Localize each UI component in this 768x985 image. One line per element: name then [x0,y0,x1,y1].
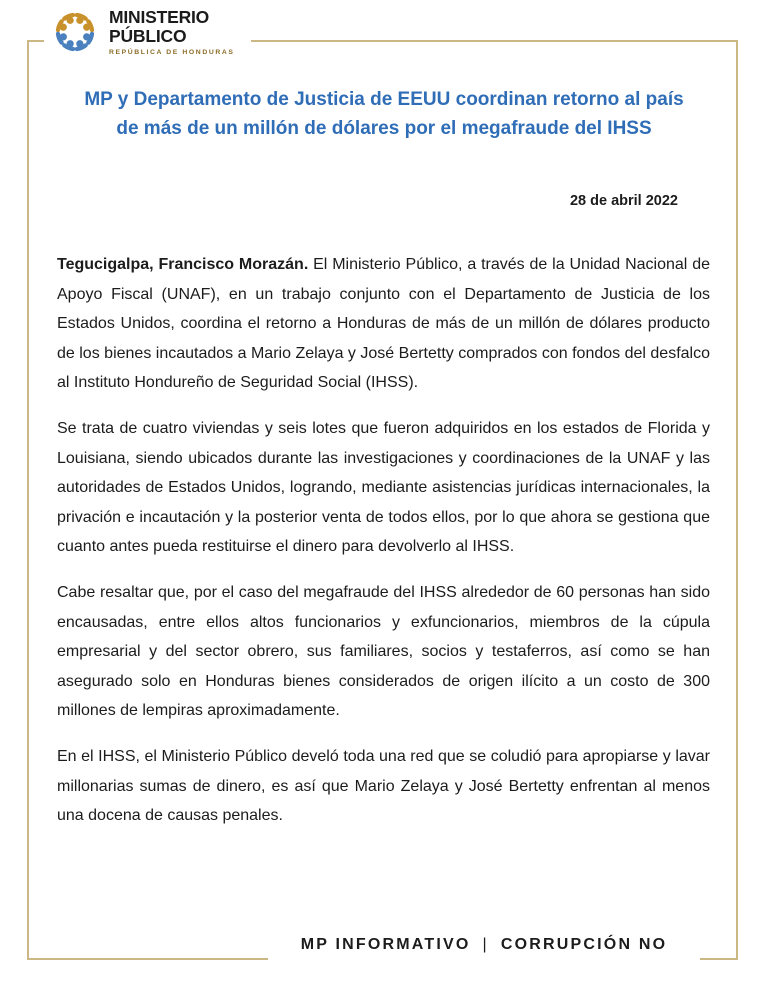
dateline: 28 de abril 2022 [569,193,678,209]
footer-right-label: CORRUPCIÓN NO [500,936,668,953]
paragraph-1-text: El Ministerio Público, a través de la Unidad Nacional de Apoyo Fiscal (UNAF), en un trabajo conjunto con el Departamento de Justicia de los Estados Unidos, coordina el retorno a Honduras de más de un millón de dólares producto de los bienes incautados a Mario Zelaya y José Bertetty comprados con fondos del desfalco al Instituto Hondureño de Seguridad Social (IHSS). [57,256,710,392]
footer-separator: | [482,936,489,953]
paragraph-2: Se trata de cuatro viviendas y seis lotes que fueron adquiridos en los estados de Florida y Louisiana, siendo ubicados durante las investigaciones y coordinaciones de la UNAF y las autoridades de Estados Unidos, logrando, mediante asistencias jurídicas internacionales, la privación e incautación y la posterior venta de todos ellos, por lo que ahora se gestiona que cuanto antes pueda restituirse el dinero para devolverlo al IHSS. [57,419,710,556]
paragraph-4: En el IHSS, el Ministerio Público develó toda una red que se coludió para apropiarse y lavar millonarias sumas de dinero, es así que Mario Zelaya y José Bertetty enfrentan al menos una docena de causas penales. [57,747,710,825]
headline-line2: de más de un millón de dólares por el megafraude del IHSS [116,117,652,139]
article-body [57,250,710,847]
org-name-block [109,8,235,57]
paragraph-1-lead: Tegucigalpa, Francisco Morazán. [57,256,309,273]
headline [60,86,708,143]
org-name-line1: MINISTERIO [109,7,210,27]
headline-line1: MP y Departamento de Justicia de EEUU coordinan retorno al país [84,89,684,110]
footer-banner [268,934,700,960]
footer-left-label: MP INFORMATIVO [300,936,471,953]
ministerio-publico-logo-icon [52,9,98,55]
org-name-line2: PÚBLICO [109,25,187,46]
paragraph-1 [57,250,710,398]
header [44,2,251,65]
org-subtitle: REPÚBLICA DE HONDURAS [109,48,235,56]
paragraph-3: Cabe resaltar que, por el caso del megafraude del IHSS alrededor de 60 personas han sido encausadas, entre ellos altos funcionarios y exfuncionarios, miembros de la cúpula empresarial y del sector obrero, sus familiares, socios y testaferros, así como se han asegurado solo en Honduras bienes considerados de origen ilícito a un costo de 300 millones de lempiras aproximadamente. [57,583,710,720]
